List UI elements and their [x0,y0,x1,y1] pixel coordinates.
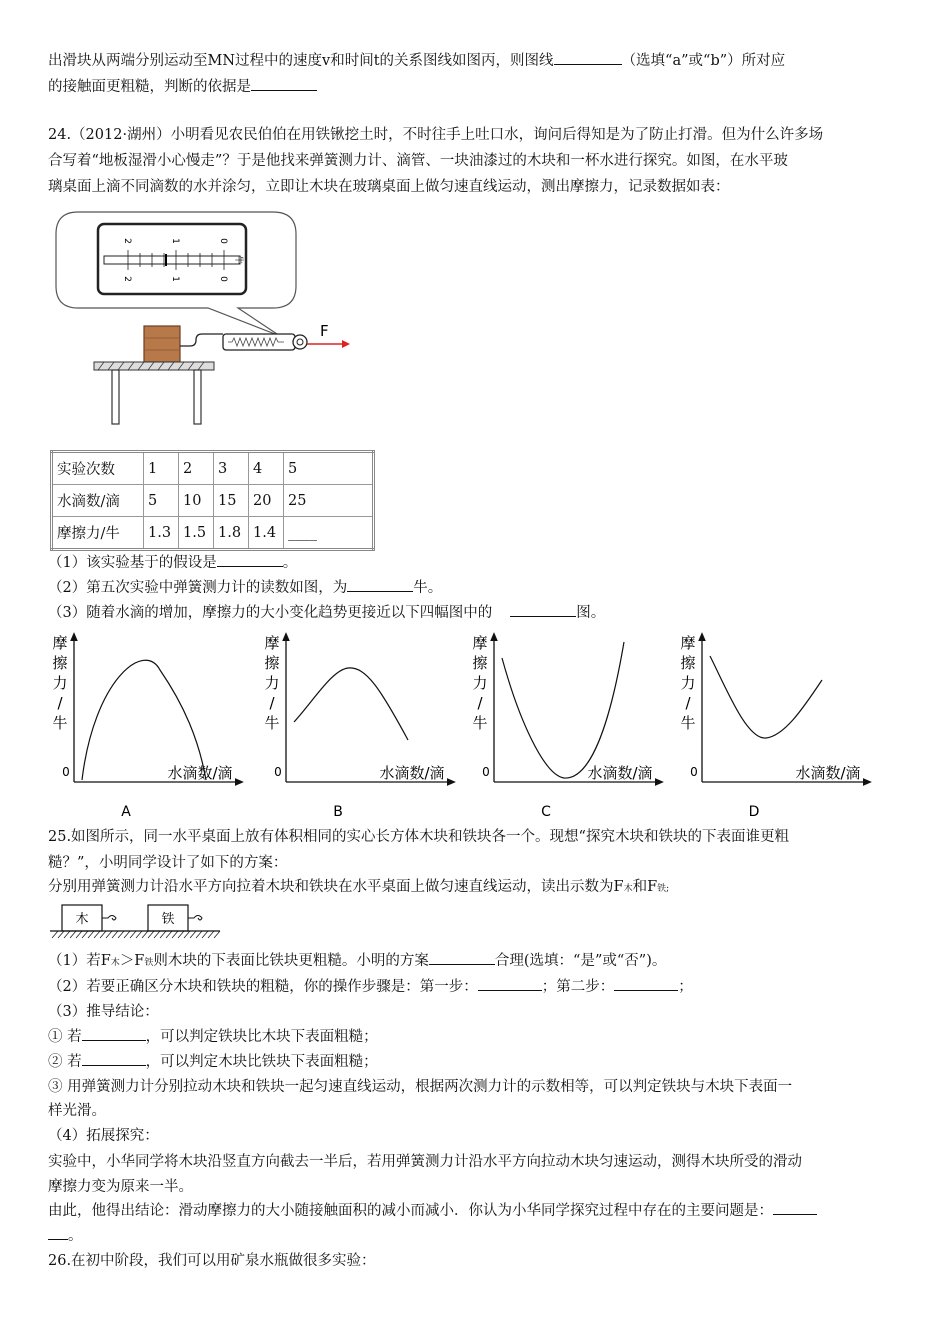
y-axis-label-char: 擦 [680,654,696,672]
graph-option-label: D [748,804,760,820]
text: ＞F [119,953,145,969]
subscript: 木 [110,958,120,968]
table-cell: 摩擦力/牛 [52,517,144,550]
answer-blank [510,602,576,617]
origin-label: 0 [482,765,490,779]
question-24-3 [48,602,908,624]
question-26-line [48,1250,908,1272]
table-cell: 4 [249,452,284,485]
origin-label: 0 [62,765,70,779]
subscript: 木 [623,884,633,894]
y-axis-label-char: 牛 [52,714,68,732]
y-axis-label-char: / [477,694,483,712]
question-25-3-1 [48,1026,908,1048]
origin-label: 0 [690,765,698,779]
text: ； [678,979,693,995]
answer-blank [251,76,317,91]
table-cell: 25 [284,485,374,517]
table-row [52,517,374,550]
question-25-3-2 [48,1051,908,1073]
origin-label: 0 [274,765,282,779]
text: 牛。 [413,580,443,596]
iron-block-label: 铁 [161,912,175,927]
text: 则木块的下表面比铁块更粗糙。小明的方案 [153,953,429,969]
text: 。 [68,1228,83,1244]
table-cell: 1 [144,452,179,485]
question-24-line [48,150,908,172]
table-cell: 实验次数 [52,452,144,485]
y-axis-label-char: / [57,694,63,712]
text: 样光滑。 [48,1103,106,1119]
question-25-3-3 [48,1100,908,1122]
text: 由此，他得出结论：滑动摩擦力的大小随接触面积的减小而减小．你认为小华同学探究过程中存在的主要问题是： [48,1203,773,1219]
trend-graph [52,634,240,820]
text: 合理(选填：“是”或“否”)。 [494,953,667,969]
answer-blank [614,976,678,991]
table-cell: 1.5 [179,517,214,550]
table-cell: ____ [284,517,374,550]
y-axis-label-char: 牛 [264,714,280,732]
text: （选填“a”或“b”）所对应 [621,53,786,69]
text: ② 若 [48,1054,82,1070]
answer-blank [478,976,542,991]
y-axis-label-char: 擦 [52,654,68,672]
question-25-line [48,876,908,900]
text: （2）若要正确区分木块和铁块的粗糙，你的操作步骤是：第一步： [48,979,478,995]
table-cell: 1.3 [144,517,179,550]
x-axis-label: 水滴数/滴 [379,764,445,782]
table-cell: 水滴数/滴 [52,485,144,517]
question-24-2 [48,577,908,599]
table-cell: 15 [214,485,249,517]
x-axis-label: 水滴数/滴 [167,764,233,782]
text: 出滑块从两端分别运动至MN过程中的速度v和时间t的关系图线如图丙，则图线 [48,53,554,69]
question-24-1 [48,552,908,574]
text: （2）第五次实验中弹簧测力计的读数如图，为 [48,580,348,596]
trend-curve [710,656,822,738]
text: 合写着“地板湿滑小心慢走”？于是他找来弹簧测力计、滴管、一块油漆过的木块和一杯水进行探究。如图，在水平玻 [48,153,788,169]
text-line [48,50,908,72]
trend-curve [82,660,206,780]
text: ，可以判定铁块比木块下表面粗糙； [145,1029,378,1045]
text: （4）拓展探究： [48,1128,159,1144]
table-cell: 2 [179,452,214,485]
graph-option-label: B [333,804,343,820]
answer-blank [429,950,495,965]
table-cell: 3 [214,452,249,485]
answer-blank [554,50,622,65]
answer-blank [82,1026,146,1041]
table-row [52,485,374,517]
answer-blank [347,577,413,592]
table-cell: 1.8 [214,517,249,550]
text: 。 [282,555,298,571]
table-cell: 5 [144,485,179,517]
text: 25.如图所示，同一水平桌面上放有体积相同的实心长方体木块和铁块各一个。现想“探究木块和铁块的下表面谁更粗 [48,829,789,845]
question-24-line [48,176,908,198]
question-25-1 [48,950,908,974]
text: ；第二步： [541,979,615,995]
question-25-3 [48,1001,908,1023]
y-axis-label-char: 牛 [680,714,696,732]
y-axis-label-char: 力 [264,674,280,692]
text: 璃桌面上滴不同滴数的水并涂匀，立即让木块在玻璃桌面上做匀速直线运动，测出摩擦力，记录数据如表： [48,179,730,195]
y-axis-label-char: / [685,694,691,712]
text: （1）该实验基于的假设是 [48,555,217,571]
gauge-tick-label: 2 [122,238,132,244]
answer-blank [82,1051,146,1066]
trend-graph [264,634,452,820]
y-axis-label-char: 力 [472,674,488,692]
question-25-4-text [48,1176,908,1198]
wood-block-label: 木 [75,912,89,927]
text: 26.在初中阶段，我们可以用矿泉水瓶做很多实验： [48,1253,376,1269]
table-cell: 5 [284,452,374,485]
answer-blank [48,1225,68,1240]
text-line [48,76,908,98]
question-25-4 [48,1125,908,1147]
text: 糙？”，小明同学设计了如下的方案： [48,855,288,871]
gauge-unit-label: 牛 [233,255,243,265]
experiment-data-table [50,450,375,551]
y-axis-label-char: 擦 [264,654,280,672]
force-label: F [320,322,329,340]
gauge-tick-label: 0 [218,238,228,244]
gauge-tick-label: 1 [170,276,180,282]
x-axis-label: 水滴数/滴 [587,764,653,782]
subscript: 铁; [657,884,670,894]
x-axis-label: 水滴数/滴 [795,764,861,782]
question-25-line [48,852,908,874]
answer-blank [217,552,283,567]
question-25-4-text [48,1151,908,1173]
text: ，可以判定木块比铁块下表面粗糙； [145,1054,378,1070]
gauge-tick-label: 0 [218,276,228,282]
question-25-3-3 [48,1076,908,1098]
gauge-tick-label: 1 [170,238,180,244]
y-axis-label-char: 力 [680,674,696,692]
y-axis-label-char: 摩 [472,634,488,652]
y-axis-label-char: 力 [52,674,68,692]
question-25-4-text [48,1200,908,1222]
trend-curve [502,642,624,778]
question-25-line [48,826,908,848]
table-row [52,452,374,485]
text: ③ 用弹簧测力计分别拉动木块和铁块一起匀速直线运动，根据两次测力计的示数相等，可以判定铁块与木块下表面一 [48,1079,793,1095]
y-axis-label-char: 摩 [52,634,68,652]
trend-graph [680,634,868,820]
text: 图。 [576,605,606,621]
text: ① 若 [48,1029,82,1045]
wood-iron-blocks-figure [48,900,223,940]
text: 摩擦力变为原来一半。 [48,1179,193,1195]
y-axis-label-char: 摩 [680,634,696,652]
y-axis-label-char: 摩 [264,634,280,652]
question-25-2 [48,976,908,998]
graph-option-label: C [541,804,551,820]
trend-graph [472,634,660,820]
question-25-4-text [48,1225,908,1247]
subscript: 铁 [144,958,154,968]
y-axis-label-char: 牛 [472,714,488,732]
text: 实验中，小华同学将木块沿竖直方向截去一半后，若用弹簧测力计沿水平方向拉动木块匀速运动，测得木块所受的滑动 [48,1154,802,1170]
text: 和F [632,879,658,895]
y-axis-label-char: 擦 [472,654,488,672]
y-axis-label-char: / [269,694,275,712]
question-24-line [48,124,908,146]
text: 的接触面更粗糙，判断的依据是 [48,79,251,95]
spring-scale-apparatus-figure [48,208,368,433]
gauge-tick-label: 2 [122,276,132,282]
text: （3）随着水滴的增加，摩擦力的大小变化趋势更接近以下四幅图中的 [48,605,493,621]
table-cell: 10 [179,485,214,517]
table-cell: 20 [249,485,284,517]
trend-curve [294,668,408,740]
text: （1）若F [48,953,111,969]
table-cell: 1.4 [249,517,284,550]
text: 24.（2012·湖州）小明看见农民伯伯在用铁锹挖土时，不时往手上吐口水，询问后得知是为了防止打滑。但为什么许多场 [48,127,824,143]
trend-graphs-figure [48,630,898,825]
graph-option-label: A [121,804,131,820]
text: （3）推导结论： [48,1004,159,1020]
answer-blank [773,1200,817,1215]
text: 分别用弹簧测力计沿水平方向拉着木块和铁块在水平桌面上做匀速直线运动，读出示数为F [48,879,624,895]
